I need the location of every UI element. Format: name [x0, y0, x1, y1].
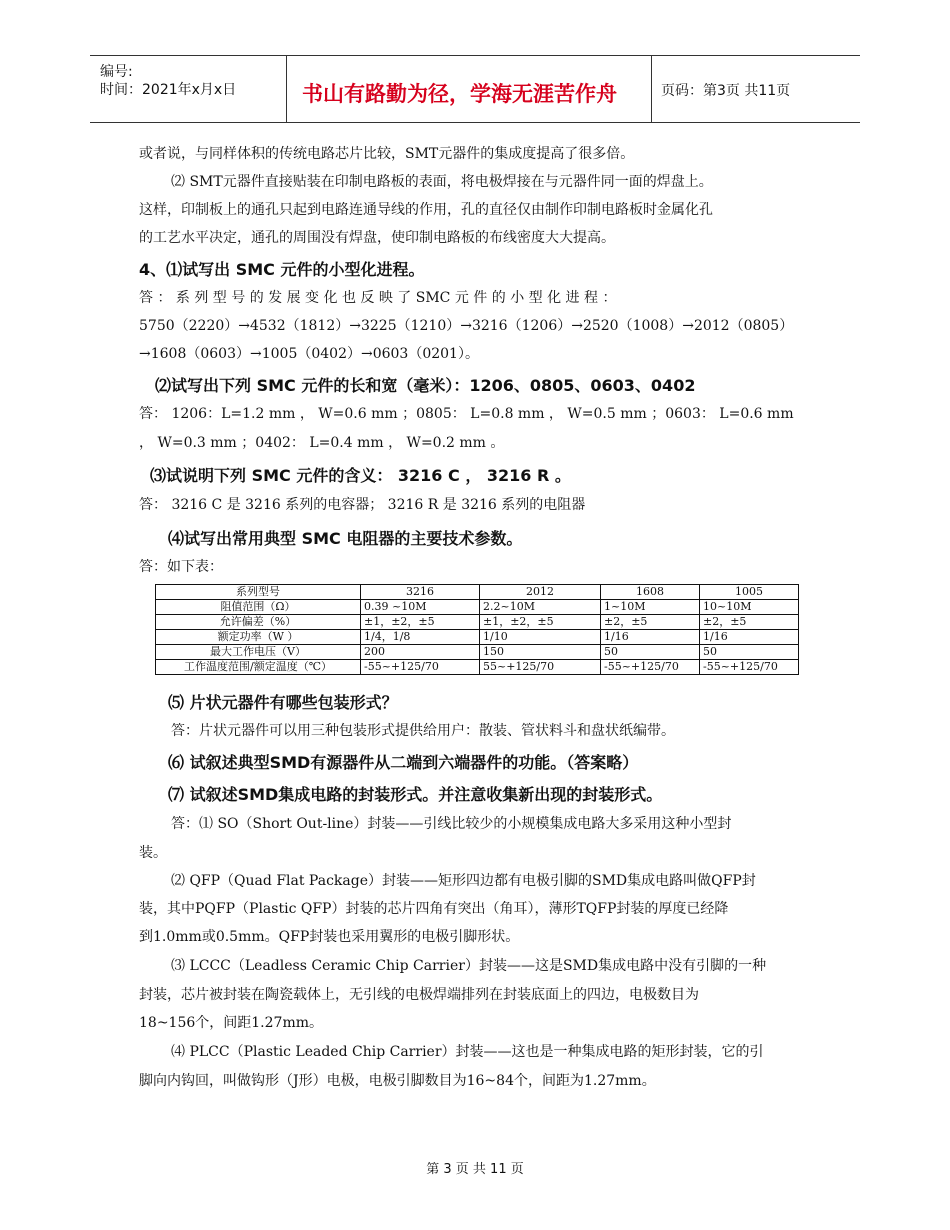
answer-line: 答：⑴ SO（Short Out-line）封装——引线比较少的小规模集成电路大多采用这种小型封 [171, 816, 732, 832]
paragraph-line: 这样，印制板上的通孔只起到电路连通导线的作用，孔的直径仅由制作印制电路板时金属化孔 [139, 202, 713, 218]
table-cell: 1/10 [480, 630, 601, 645]
table-cell: 1/4，1/8 [361, 630, 480, 645]
table-header-cell: 2012 [480, 585, 601, 600]
answer-line: 答：片状元器件可以用三种包装形式提供给用户：散装、管状料斗和盘状纸编带。 [171, 723, 675, 739]
question-heading: ⑸ 片状元器件有哪些包装形式？ [168, 693, 398, 712]
table-header-cell: 系列型号 [156, 585, 361, 600]
answer-line: 答： 1206：L=1.2 mm ， W=0.6 mm ；0805： L=0.8 mm ， W=0.5 mm ；0603： L=0.6 mm [139, 406, 794, 422]
table-cell: 1/16 [700, 630, 799, 645]
table-cell: -55~+125/70 [700, 660, 799, 675]
paragraph-line: ⑵ SMT元器件直接贴装在印制电路板的表面，将电极焊接在与元器件同一面的焊盘上。 [171, 174, 713, 190]
table-cell: ±1，±2，±5 [480, 615, 601, 630]
table-header-cell: 1608 [601, 585, 700, 600]
table-cell: 2.2~10M [480, 600, 601, 615]
answer-line: 答 ： 系 列 型 号 的 发 展 变 化 也 反 映 了 SMC 元 件 的 小 型 化 进 程 ： [139, 290, 617, 306]
page-header [90, 55, 860, 123]
answer-line: 答：如下表： [139, 559, 223, 575]
table-cell: 50 [700, 645, 799, 660]
table-cell: 0.39 ~10M [361, 600, 480, 615]
table-header-row [156, 585, 799, 600]
header-divider [651, 56, 652, 122]
table-row [156, 615, 799, 630]
answer-line: 封装，芯片被封装在陶瓷载体上，无引线的电极焊端排列在封装底面上的四边，电极数目为 [139, 987, 699, 1003]
table-header-cell: 3216 [361, 585, 480, 600]
answer-line: 到1.0mm或0.5mm。QFP封装也采用翼形的电极引脚形状。 [139, 929, 520, 945]
table-cell: 150 [480, 645, 601, 660]
answer-line: 装。 [139, 845, 167, 861]
table-cell: ±2，±5 [601, 615, 700, 630]
answer-line: 答： 3216 C 是 3216 系列的电容器； 3216 R 是 3216 系列的电阻器 [139, 497, 586, 513]
header-page-code: 页码：第3页 共11页 [661, 83, 791, 99]
paragraph-line: 的工艺水平决定，通孔的周围没有焊盘，使印制电路板的布线密度大大提高。 [139, 230, 615, 246]
answer-line: ⑷ PLCC（Plastic Leaded Chip Carrier）封装——这也是一种集成电路的矩形封装，它的引 [171, 1044, 764, 1060]
paragraph-line: 或者说，与同样体积的传统电路芯片比较，SMT元器件的集成度提高了很多倍。 [139, 146, 635, 162]
answer-line: 脚向内钩回，叫做钩形（J形）电极，电极引脚数目为16~84个，间距为1.27mm。 [139, 1073, 656, 1089]
answer-line: 18~156个，间距1.27mm。 [139, 1015, 323, 1031]
header-motto: 书山有路勤为径，学海无涯苦作舟 [302, 82, 617, 106]
table-row [156, 630, 799, 645]
table-row [156, 600, 799, 615]
table-cell: 最大工作电压（V） [156, 645, 361, 660]
table-row [156, 645, 799, 660]
question-heading: 4、⑴试写出 SMC 元件的小型化进程。 [139, 260, 425, 279]
table-cell: ±1，±2，±5 [361, 615, 480, 630]
table-cell: 200 [361, 645, 480, 660]
answer-line: ⑶ LCCC（Leadless Ceramic Chip Carrier）封装——这是SMD集成电路中没有引脚的一种 [171, 958, 767, 974]
table-header-cell: 1005 [700, 585, 799, 600]
table-cell: 1~10M [601, 600, 700, 615]
question-heading: ⑹ 试叙述典型SMD有源器件从二端到六端器件的功能。（答案略） [168, 753, 639, 772]
document-number-label: 编号: [100, 64, 133, 80]
document-time-label: 时间：2021年x月x日 [100, 82, 237, 98]
table-cell: 阻值范围（Ω） [156, 600, 361, 615]
question-heading: ⑶试说明下列 SMC 元件的含义： 3216 C ， 3216 R 。 [150, 466, 571, 485]
question-heading: ⑷试写出常用典型 SMC 电阻器的主要技术参数。 [168, 529, 523, 548]
table-cell: 工作温度范围/额定温度（℃） [156, 660, 361, 675]
table-cell: ±2，±5 [700, 615, 799, 630]
table-cell: -55~+125/70 [361, 660, 480, 675]
smc-resistor-spec-table [155, 584, 799, 675]
table-cell: 允许偏差（%） [156, 615, 361, 630]
answer-line: ， W=0.3 mm ；0402： L=0.4 mm ， W=0.2 mm 。 [139, 435, 505, 451]
answer-line: →1608（0603）→1005（0402）→0603（0201）。 [139, 346, 479, 362]
table-cell: 1/16 [601, 630, 700, 645]
answer-line: ⑵ QFP（Quad Flat Package）封装——矩形四边都有电极引脚的SMD集成电路叫做QFP封 [171, 873, 756, 889]
answer-line: 装，其中PQFP（Plastic QFP）封装的芯片四角有突出（角耳），薄形TQFP封装的厚度已经降 [139, 901, 729, 917]
table-cell: 50 [601, 645, 700, 660]
table-cell: 55~+125/70 [480, 660, 601, 675]
table-cell: 额定功率（W ） [156, 630, 361, 645]
page-footer: 第 3 页 共 11 页 [426, 1162, 524, 1177]
table-row [156, 660, 799, 675]
question-heading: ⑵试写出下列 SMC 元件的长和宽（毫米）：1206、0805、0603、0402 [155, 376, 696, 395]
answer-line: 5750（2220）→4532（1812）→3225（1210）→3216（1206）→2520（1008）→2012（0805） [139, 318, 794, 334]
question-heading: ⑺ 试叙述SMD集成电路的封装形式。并注意收集新出现的封装形式。 [168, 785, 663, 804]
table-cell: -55~+125/70 [601, 660, 700, 675]
header-divider [286, 56, 287, 122]
table-cell: 10~10M [700, 600, 799, 615]
